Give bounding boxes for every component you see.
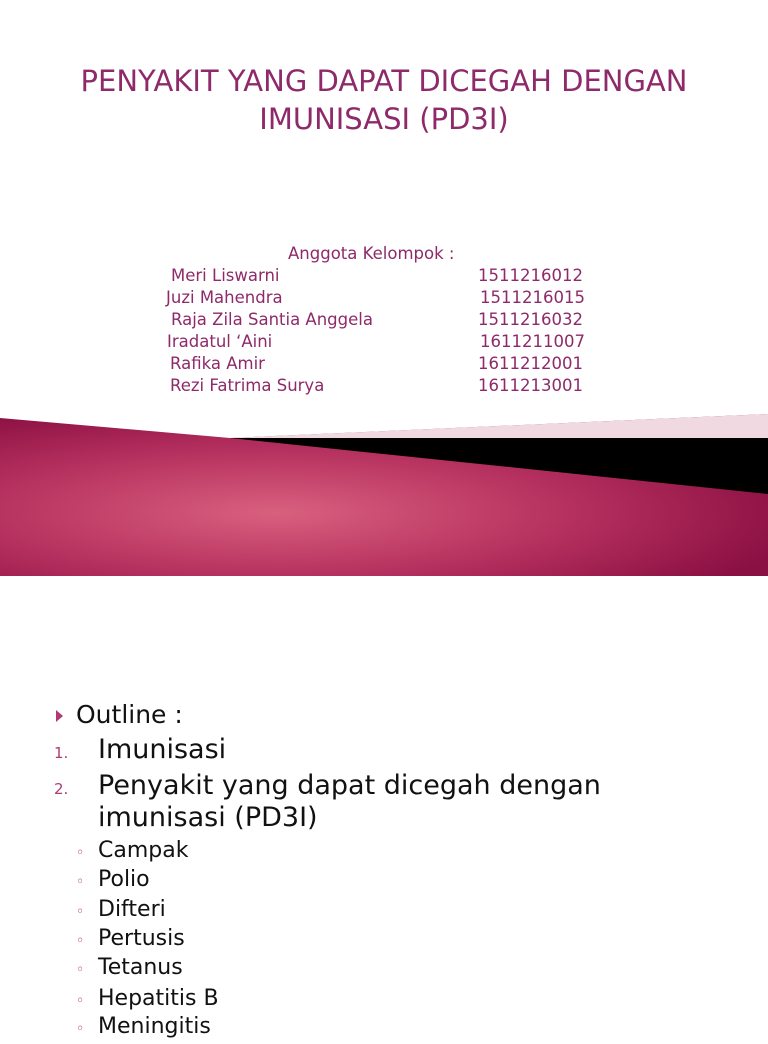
sub-item-text: Difteri xyxy=(98,897,166,922)
circle-bullet-icon: ◦ xyxy=(76,1021,85,1037)
sub-item-text: Pertusis xyxy=(98,926,185,951)
list-item-text: Penyakit yang dapat dicegah dengan xyxy=(98,770,601,801)
sub-list-item xyxy=(76,953,183,985)
sub-item-text: Polio xyxy=(98,867,150,892)
member-id: 1511216032 xyxy=(478,310,583,329)
sub-item-text: Meningitis xyxy=(98,1014,211,1039)
member-row xyxy=(0,288,768,310)
circle-bullet-icon: ◦ xyxy=(76,904,85,920)
sub-item-text: Hepatitis B xyxy=(98,986,219,1011)
member-row xyxy=(0,332,768,354)
decorative-banner xyxy=(0,410,768,576)
title-line-2: IMUNISASI (PD3I) xyxy=(259,102,509,136)
member-name: Rezi Fatrima Surya xyxy=(170,376,325,395)
member-row xyxy=(0,310,768,332)
member-id: 1611212001 xyxy=(478,354,583,373)
member-name: Iradatul ‘Aini xyxy=(167,332,273,351)
circle-bullet-icon: ◦ xyxy=(76,962,85,978)
circle-bullet-icon: ◦ xyxy=(76,993,85,1009)
list-number: 2. xyxy=(54,780,69,798)
sub-list-item xyxy=(76,924,185,956)
member-id: 1611211007 xyxy=(480,332,585,351)
member-row xyxy=(0,376,768,398)
member-row xyxy=(0,266,768,288)
member-id: 1611213001 xyxy=(478,376,583,395)
triangle-bullet-icon xyxy=(56,710,63,722)
members-header: Anggota Kelompok : xyxy=(288,244,455,263)
member-id: 1511216012 xyxy=(478,266,583,285)
outline-heading: Outline : xyxy=(76,700,183,729)
sub-item-text: Campak xyxy=(98,838,189,863)
circle-bullet-icon: ◦ xyxy=(76,845,85,861)
sub-list-item xyxy=(76,836,188,868)
member-id: 1511216015 xyxy=(480,288,585,307)
member-row xyxy=(0,354,768,376)
title-line-1: PENYAKIT YANG DAPAT DICEGAH DENGAN xyxy=(80,64,688,98)
member-name: Rafika Amir xyxy=(170,354,265,373)
circle-bullet-icon: ◦ xyxy=(76,874,85,890)
outline-slide xyxy=(0,600,768,1039)
member-name: Juzi Mahendra xyxy=(166,288,283,307)
member-name: Raja Zila Santia Anggela xyxy=(171,310,373,329)
list-item-text: Imunisasi xyxy=(98,734,227,765)
circle-bullet-icon: ◦ xyxy=(76,933,85,949)
sub-list-item xyxy=(76,1012,211,1044)
member-name: Meri Liswarni xyxy=(171,266,280,285)
list-item-text-cont: imunisasi (PD3I) xyxy=(98,802,318,833)
sub-list-item xyxy=(76,895,166,927)
sub-item-text: Tetanus xyxy=(98,955,183,980)
list-number: 1. xyxy=(54,744,69,762)
slide-title xyxy=(40,62,728,138)
sub-list-item xyxy=(76,865,150,897)
